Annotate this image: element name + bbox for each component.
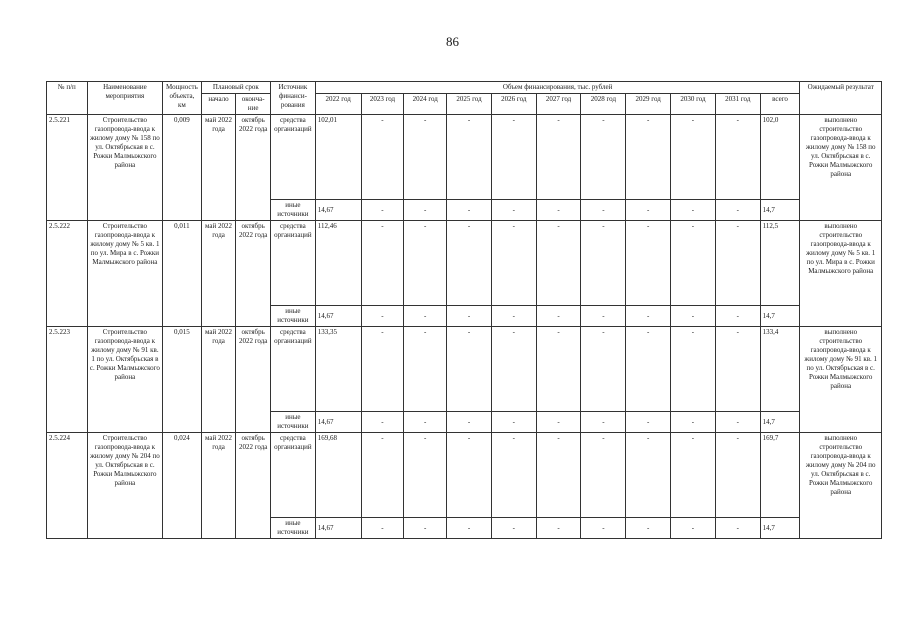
measure-name: Строительство газопровода-ввода к жилому дому № 204 по ул. Октябрьская в с. Рожки Малмыжского района [87,433,162,539]
funding-value: - [581,433,626,518]
table-row [47,115,882,200]
funding-value: - [626,221,671,306]
funding-value: - [491,412,536,433]
funding-value: - [491,306,536,327]
funding-value: - [536,412,581,433]
funding-value: - [404,221,447,306]
funding-value: - [404,200,447,221]
funding-source: иные источники [270,306,315,327]
header-name: Наименование мероприятия [87,82,162,115]
funding-value: 14,7 [760,306,800,327]
expected-result: выполнено строительство газопровода-ввода к жилому дому № 91 кв. 1 по ул. Октябрьская в с. Рожки Малмыжского района [800,327,882,433]
funding-value: 14,67 [315,412,361,433]
funding-value: 14,7 [760,518,800,539]
header-plan-term: Плановый срок [201,82,270,94]
funding-value: - [536,433,581,518]
funding-value: - [404,115,447,200]
funding-value: - [491,115,536,200]
header-year: 2028 год [581,94,626,115]
plan-end: октябрь 2022 года [236,433,271,539]
funding-value: - [447,433,492,518]
funding-value: - [671,412,716,433]
funding-value: - [404,518,447,539]
table-row [47,221,882,306]
funding-value: - [404,433,447,518]
header-num: № п/п [47,82,88,115]
funding-value: - [626,518,671,539]
header-year: 2025 год [447,94,492,115]
funding-value: - [447,518,492,539]
funding-value: - [536,518,581,539]
funding-value: - [491,200,536,221]
funding-value: - [671,327,716,412]
funding-value: - [404,412,447,433]
funding-value: - [626,306,671,327]
measure-name: Строительство газопровода-ввода к жилому дому № 5 кв. 1 по ул. Мира в с. Рожки Малмыжского района [87,221,162,327]
funding-value: - [536,221,581,306]
header-year: 2024 год [404,94,447,115]
plan-start: май 2022 года [201,327,236,433]
funding-value: - [715,433,760,518]
item-number: 2.5.223 [47,327,88,433]
funding-value: - [626,115,671,200]
funding-source: иные источники [270,200,315,221]
item-number: 2.5.222 [47,221,88,327]
capacity-km: 0,011 [163,221,202,327]
funding-value: - [671,200,716,221]
header-year: 2030 год [671,94,716,115]
funding-value: - [715,306,760,327]
funding-value: 133,35 [315,327,361,412]
header-year: 2026 год [491,94,536,115]
plan-start: май 2022 года [201,221,236,327]
funding-value: - [626,327,671,412]
expected-result: выполнено строительство газопровода-ввода к жилому дому № 204 по ул. Октябрьская в с. Рожки Малмыжского района [800,433,882,539]
header-year: 2027 год [536,94,581,115]
funding-value: 14,67 [315,518,361,539]
financing-table [46,81,882,539]
funding-value: - [671,306,716,327]
funding-value: - [671,221,716,306]
funding-value: - [491,327,536,412]
header-capacity: Мощность объекта, км [163,82,202,115]
header-year: 2023 год [361,94,404,115]
funding-value: - [581,115,626,200]
funding-value: - [361,115,404,200]
funding-value: - [715,200,760,221]
funding-value: - [491,221,536,306]
funding-value: - [536,200,581,221]
header-total: всего [760,94,800,115]
expected-result: выполнено строительство газопровода-ввода к жилому дому № 158 по ул. Октябрьская в с. Рожки Малмыжского района [800,115,882,221]
header-source: Источник финанси-рования [270,82,315,115]
funding-value: 169,7 [760,433,800,518]
funding-value: - [715,518,760,539]
capacity-km: 0,009 [163,115,202,221]
funding-value: - [581,412,626,433]
funding-value: 14,7 [760,200,800,221]
funding-value: - [361,412,404,433]
funding-source: средства организаций [270,327,315,412]
capacity-km: 0,024 [163,433,202,539]
funding-value: - [715,412,760,433]
header-volume: Объем финансирования, тыс. рублей [315,82,800,94]
header-year: 2029 год [626,94,671,115]
funding-value: 133,4 [760,327,800,412]
header-start: начало [201,94,236,115]
funding-value: - [715,327,760,412]
header-year: 2022 год [315,94,361,115]
funding-value: - [491,433,536,518]
funding-value: 102,0 [760,115,800,200]
funding-value: - [581,518,626,539]
funding-value: - [447,200,492,221]
expected-result: выполнено строительство газопровода-ввода к жилому дому № 5 кв. 1 по ул. Мира в с. Рожки Малмыжского района [800,221,882,327]
funding-value: - [581,327,626,412]
measure-name: Строительство газопровода-ввода к жилому дому № 91 кв. 1 по ул. Октябрьская в с. Рожки Малмыжского района [87,327,162,433]
funding-value: - [671,433,716,518]
funding-value: - [536,115,581,200]
funding-source: средства организаций [270,115,315,200]
header-result: Ожидаемый результат [800,82,882,115]
funding-value: - [626,433,671,518]
funding-value: - [715,221,760,306]
funding-value: - [404,327,447,412]
plan-start: май 2022 года [201,115,236,221]
funding-value: - [404,306,447,327]
funding-source: иные источники [270,412,315,433]
funding-value: - [361,306,404,327]
capacity-km: 0,015 [163,327,202,433]
funding-value: 112,46 [315,221,361,306]
funding-value: 102,01 [315,115,361,200]
funding-value: - [581,306,626,327]
funding-value: - [671,115,716,200]
funding-value: - [581,221,626,306]
funding-value: - [715,115,760,200]
funding-value: - [447,412,492,433]
funding-value: - [361,221,404,306]
funding-value: - [626,200,671,221]
funding-value: - [447,327,492,412]
funding-value: - [361,327,404,412]
funding-value: 169,68 [315,433,361,518]
item-number: 2.5.221 [47,115,88,221]
funding-value: 14,67 [315,200,361,221]
funding-value: - [361,433,404,518]
funding-value: - [671,518,716,539]
table-row [47,433,882,518]
funding-value: - [491,518,536,539]
funding-value: - [536,306,581,327]
plan-end: октябрь 2022 года [236,115,271,221]
header-end: оконча-ние [236,94,271,115]
funding-value: - [361,200,404,221]
funding-value: 14,7 [760,412,800,433]
funding-value: - [447,306,492,327]
funding-value: - [626,412,671,433]
table-row [47,327,882,412]
funding-value: - [581,200,626,221]
funding-source: иные источники [270,518,315,539]
plan-end: октябрь 2022 года [236,221,271,327]
funding-value: - [447,115,492,200]
plan-end: октябрь 2022 года [236,327,271,433]
plan-start: май 2022 года [201,433,236,539]
item-number: 2.5.224 [47,433,88,539]
funding-source: средства организаций [270,221,315,306]
measure-name: Строительство газопровода-ввода к жилому дому № 158 по ул. Октябрьская в с. Рожки Малмыжского района [87,115,162,221]
funding-value: 14,67 [315,306,361,327]
funding-source: средства организаций [270,433,315,518]
funding-value: - [361,518,404,539]
page-number: 86 [446,34,459,49]
funding-value: 112,5 [760,221,800,306]
funding-value: - [447,221,492,306]
header-year: 2031 год [715,94,760,115]
funding-value: - [536,327,581,412]
